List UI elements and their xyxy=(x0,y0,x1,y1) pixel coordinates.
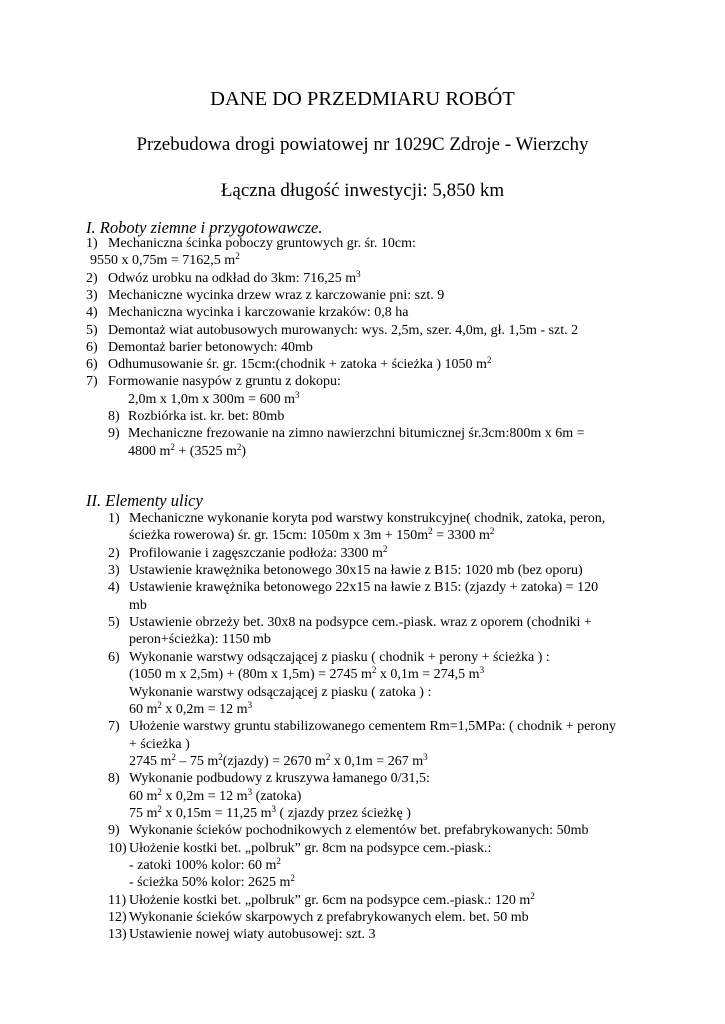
item-line: Demontaż wiat autobusowych murowanych: wys. 2,5m, szer. 4,0m, gł. 1,5m - szt. 2 xyxy=(108,322,579,338)
item-line: Rozbiórka ist. kr. bet: 80mb xyxy=(128,409,285,424)
item-number: 4) xyxy=(108,580,120,596)
item-number: 7) xyxy=(86,374,98,390)
item-line: 9550 x 0,75m = 7162,5 $m^2$ xyxy=(90,251,240,269)
section1-heading: I. Roboty ziemne i przygotowawcze. xyxy=(86,218,323,237)
item-number: 9) xyxy=(108,426,120,442)
item-line: Wykonanie warstwy odsączającej z piasku ( chodnik + perony + ścieżka ) : xyxy=(129,649,550,665)
item-line: Odwóz urobku na odkład do 3km: 716,25 $m^3$ xyxy=(108,268,361,286)
item-line: mb xyxy=(129,597,147,613)
investment-length: Łączna długość inwestycji: 5,850 km xyxy=(220,180,505,201)
item-number: 10) xyxy=(108,840,127,856)
item-line: - zatoki 100% kolor: 60 $m^2$ xyxy=(129,856,281,873)
item-line: Ułożenie kostki bet. „polbruk” gr. 6cm na podsypce cem.-piask.: 120 $m^2$ xyxy=(129,890,535,908)
item-line: 2745 $m^2 - 75$ $m^2(zjazdy) = 2670$ $m^2$ x 0,1m = 267 $m^3$ xyxy=(129,751,428,769)
item-line: + ścieżka ) xyxy=(129,736,190,752)
item-number: 7) xyxy=(108,719,120,735)
item-line: Wykonanie ścieków skarpowych z prefabrykowanych elem. bet. 50 mb xyxy=(129,910,529,926)
item-number: 13) xyxy=(108,927,127,943)
item-line: Formowanie nasypów z gruntu z dokopu: xyxy=(108,374,341,390)
item-number: 1) xyxy=(86,236,98,251)
item-line: peron+ścieżka): 1150 mb xyxy=(129,632,271,648)
item-line: Wykonanie ścieków pochodnikowych z elementów bet. prefabrykowanych: 50mb xyxy=(129,823,589,839)
item-line: 60 $m^2$ x 0,2m = 12 $m^3$ (zatoka) xyxy=(129,786,302,804)
item-number: 9) xyxy=(108,823,120,839)
item-line: Mechaniczne wycinka drzew wraz z karczowanie pni: szt. 9 xyxy=(108,287,445,303)
item-line: 4800 $m^2 + (3525$ $m^2$) xyxy=(128,441,247,459)
item-line: 2,0m x 1,0m x 300m = 600 $m^3$ xyxy=(128,389,300,407)
section2-heading: II. Elementy ulicy xyxy=(86,491,203,510)
item-number: 3) xyxy=(86,287,98,303)
item-line: (1050 m x 2,5m) + (80m x 1,5m) = 2745 $m^2$ x 0,1m = 274,5 $m^3$ xyxy=(129,665,485,683)
item-number: 11) xyxy=(108,892,127,908)
item-number: 6) xyxy=(108,649,120,665)
item-number: 4) xyxy=(86,305,98,321)
item-line: Wykonanie warstwy odsączającej z piasku ( zatoka ) : xyxy=(129,684,432,700)
item-line: Mechaniczne frezowanie na zimno nawierzchni bitumicznej śr.3cm:800m x 6m = xyxy=(128,426,585,442)
item-number: 8) xyxy=(108,771,120,787)
item-line: Demontaż barier betonowych: 40mb xyxy=(108,339,313,355)
item-line: - ścieżka 50% kolor: 2625 $m^2$ xyxy=(129,873,295,891)
document-title: DANE DO PRZEDMIARU ROBÓT xyxy=(210,88,515,110)
item-line: Ułożenie warstwy gruntu stabilizowanego cementem Rm=1,5MPa: ( chodnik + perony xyxy=(129,719,617,735)
item-line: 60 $m^2$ x 0,2m = 12 $m^3$ xyxy=(129,699,253,717)
item-line: Ustawienie krawężnika betonowego 22x15 na ławie z B15: (zjazdy + zatoka) = 120 xyxy=(129,580,599,596)
item-line: Odhumusowanie śr. gr. 15cm:(chodnik + zatoka + ścieżka ) 1050 $m^2$ xyxy=(108,355,492,373)
item-number: 6) xyxy=(86,357,98,373)
item-line: Mechaniczne wykonanie koryta pod warstwy konstrukcyjne( chodnik, zatoka, peron, xyxy=(129,511,606,526)
item-number: 2) xyxy=(86,270,98,286)
item-line: Ustawienie krawężnika betonowego 30x15 na ławie z B15: 1020 mb (bez oporu) xyxy=(129,563,583,579)
item-number: 2) xyxy=(108,545,120,561)
document-subtitle: Przebudowa drogi powiatowej nr 1029C Zdroje - Wierzchy xyxy=(136,134,589,155)
item-line: Ułożenie kostki bet. „polbruk” gr. 8cm na podsypce cem.-piask.: xyxy=(129,840,492,856)
item-line: Profilowanie i zagęszczanie podłoża: 3300 $m^2$ xyxy=(129,543,388,561)
item-number: 5) xyxy=(86,322,98,338)
item-number: 6) xyxy=(86,339,98,355)
item-line: Ustawienie nowej wiaty autobusowej: szt. 3 xyxy=(129,927,376,943)
item-number: 5) xyxy=(108,615,120,631)
item-number: 1) xyxy=(108,511,120,526)
item-line: ścieżka rowerowa) śr. gr. 15cm: 1050m x $3m + 150m^2 = 3300$ $m^2$ xyxy=(129,526,495,544)
item-number: 3) xyxy=(108,563,120,579)
item-line: Mechaniczna wycinka i karczowanie krzaków: 0,8 ha xyxy=(108,305,409,321)
item-line: Wykonanie podbudowy z kruszywa łamanego 0/31,5: xyxy=(129,771,430,787)
item-line: Ustawienie obrzeży bet. 30x8 na podsypce cem.-piask. wraz z oporem (chodniki + xyxy=(129,615,592,631)
item-line: 75 $m^2$ x 0,15m = 11,25 $m^3$ ( zjazdy przez ścieżkę ) xyxy=(129,803,411,821)
item-line: Mechaniczna ścinka poboczy gruntowych gr. śr. 10cm: xyxy=(108,236,416,251)
item-number: 12) xyxy=(108,910,127,926)
item-number: 8) xyxy=(108,409,120,424)
